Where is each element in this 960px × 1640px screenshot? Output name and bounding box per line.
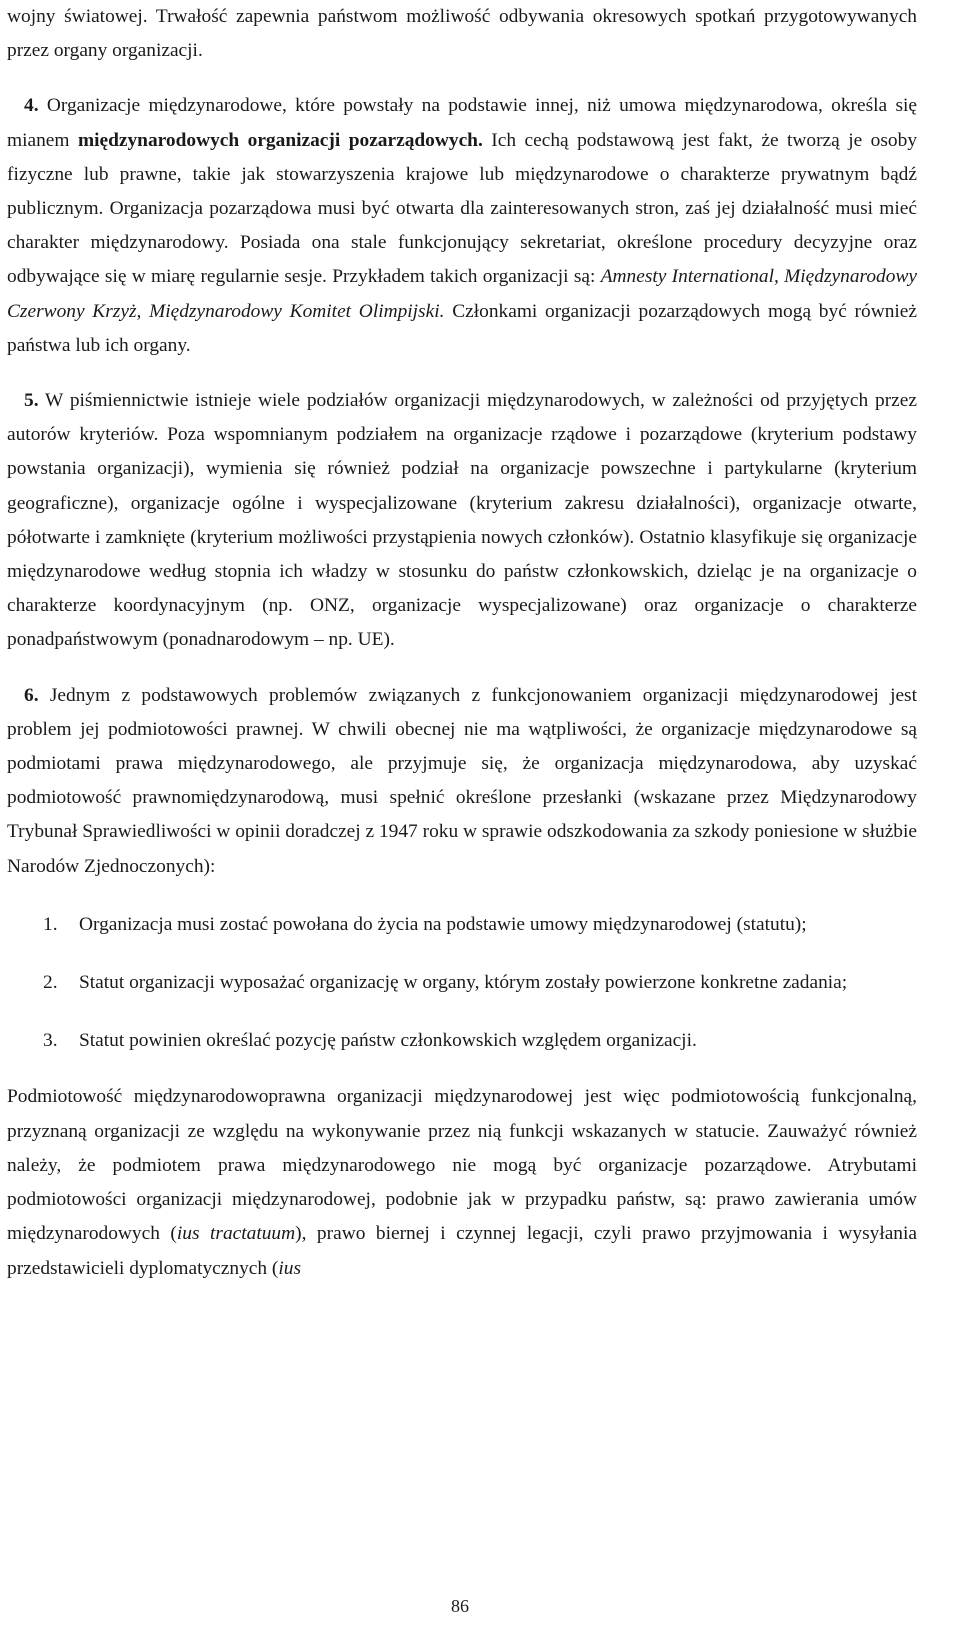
- paragraph-4-bold-term: międzynarodowych organizacji pozarządowych.: [77, 129, 483, 151]
- paragraph-final-text-2: ), prawo biernej i czynnej legacji, czyli prawo przyjmowania i wysyłania przedstawicieli dyplomatycznych (: [7, 1223, 917, 1279]
- list-item-text: Statut powinien określać pozycję państw członkowskich względem organizacji.: [79, 1030, 697, 1052]
- paragraph-final: [7, 1080, 917, 1285]
- paragraph-4-text-1: Organizacje międzynarodowe, które powstały na podstawie innej, niż umowa międzynarodowa, określa się mianem: [7, 95, 917, 151]
- paragraph-5: [7, 384, 917, 658]
- paragraph-final-latin-2: ius: [278, 1257, 302, 1279]
- paragraph-continuation: wojny światowej. Trwałość zapewnia państwom możliwość odbywania okresowych spotkań przygotowywanych przez organy organizacji.: [7, 6, 917, 62]
- list-item: [7, 966, 917, 1000]
- page-number: 86: [451, 1596, 469, 1616]
- document-page: [7, 0, 917, 1286]
- conditions-list: [7, 908, 917, 1059]
- paragraph-4-text-3: Członkami organizacji pozarządowych mogą być również państwa lub ich organy.: [7, 300, 917, 356]
- paragraph-4-number: 4.: [24, 95, 39, 117]
- list-item-number: 2.: [43, 972, 58, 994]
- list-item-text: Statut organizacji wyposażać organizację w organy, którym zostały powierzone konkretne zadania;: [79, 972, 848, 994]
- paragraph-final-latin-1: ius tractatuum: [176, 1223, 296, 1245]
- paragraph-4-examples: Amnesty International, Międzynarodowy Czerwony Krzyż, Międzynarodowy Komitet Olimpijski.: [7, 266, 917, 322]
- list-item: [7, 1024, 917, 1058]
- list-item-text: Organizacja musi zostać powołana do życia na podstawie umowy międzynarodowej (statutu);: [79, 913, 807, 935]
- list-item-number: 3.: [43, 1030, 58, 1052]
- list-item: [7, 908, 917, 942]
- paragraph-6-text: Jednym z podstawowych problemów związanych z funkcjonowaniem organizacji międzynarodowej jest problem jej podmiotowości prawnej. W chwili obecnej nie ma wątpliwości, że organizacje międzynarodowe są podmiotami prawa międzynarodowego, ale przyjmuje się, że organizacja międzynarodowa, aby uzyskać podmiotowość prawnomiędzynarodową, musi spełnić określone przesłanki (wskazane przez Międzynarodowy Trybunał Sprawiedliwości w opinii doradczej z 1947 roku w sprawie odszkodowania za szkody poniesione w służbie Narodów Zjednoczonych):: [7, 684, 917, 877]
- paragraph-4: [7, 89, 917, 363]
- paragraph-final-text-1: Podmiotowość międzynarodowoprawna organizacji międzynarodowej jest więc podmiotowością funkcjonalną, przyznaną organizacji ze względu na wykonywanie przez nią funkcji wskazanych w statucie. Zauważyć również należy, że podmiotem prawa międzynarodowego nie mogą być organizacje pozarządowe. Atrybutami podmiotowości organizacji międzynarodowej, podobnie jak w przypadku państw, są: prawo zawierania umów międzynarodowych (: [7, 1086, 917, 1245]
- paragraph-6: [7, 679, 917, 884]
- paragraph-4-text-2: Ich cechą podstawową jest fakt, że tworzą je osoby fizyczne lub prawne, takie jak stowarzyszenia krajowe lub międzynarodowe o charakterze prywatnym bądź publicznym. Organizacja pozarządowa musi być otwarta dla zainteresowanych stron, zaś jej działalność musi mieć charakter międzynarodowy. Posiada ona stale funkcjonujący sekretariat, określone procedury decyzyjne oraz odbywające się w miarę regularnie sesje. Przykładem takich organizacji są:: [7, 129, 918, 288]
- paragraph-5-text: W piśmiennictwie istnieje wiele podziałów organizacji międzynarodowych, w zależności od przyjętych przez autorów kryteriów. Poza wspomnianym podziałem na organizacje rządowe i pozarządowe (kryterium podstawy powstania organizacji), wymienia się również podział na organizacje powszechne i partykularne (kryterium geograficzne), organizacje ogólne i wyspecjalizowane (kryterium zakresu działalności), organizacje otwarte, półotwarte i zamknięte (kryterium możliwości przystąpienia nowych członków). Ostatnio klasyfikuje się organizacje międzynarodowe według stopnia ich władzy w stosunku do państw członkowskich, dzieląc je na organizacje o charakterze koordynacyjnym (np. ONZ, organizacje wyspecjalizowane) oraz organizacje o charakterze ponadpaństwowym (ponadnarodowym – np. UE).: [7, 390, 917, 651]
- list-item-number: 1.: [43, 913, 58, 935]
- paragraph-5-number: 5.: [24, 390, 39, 412]
- paragraph-6-number: 6.: [24, 684, 39, 706]
